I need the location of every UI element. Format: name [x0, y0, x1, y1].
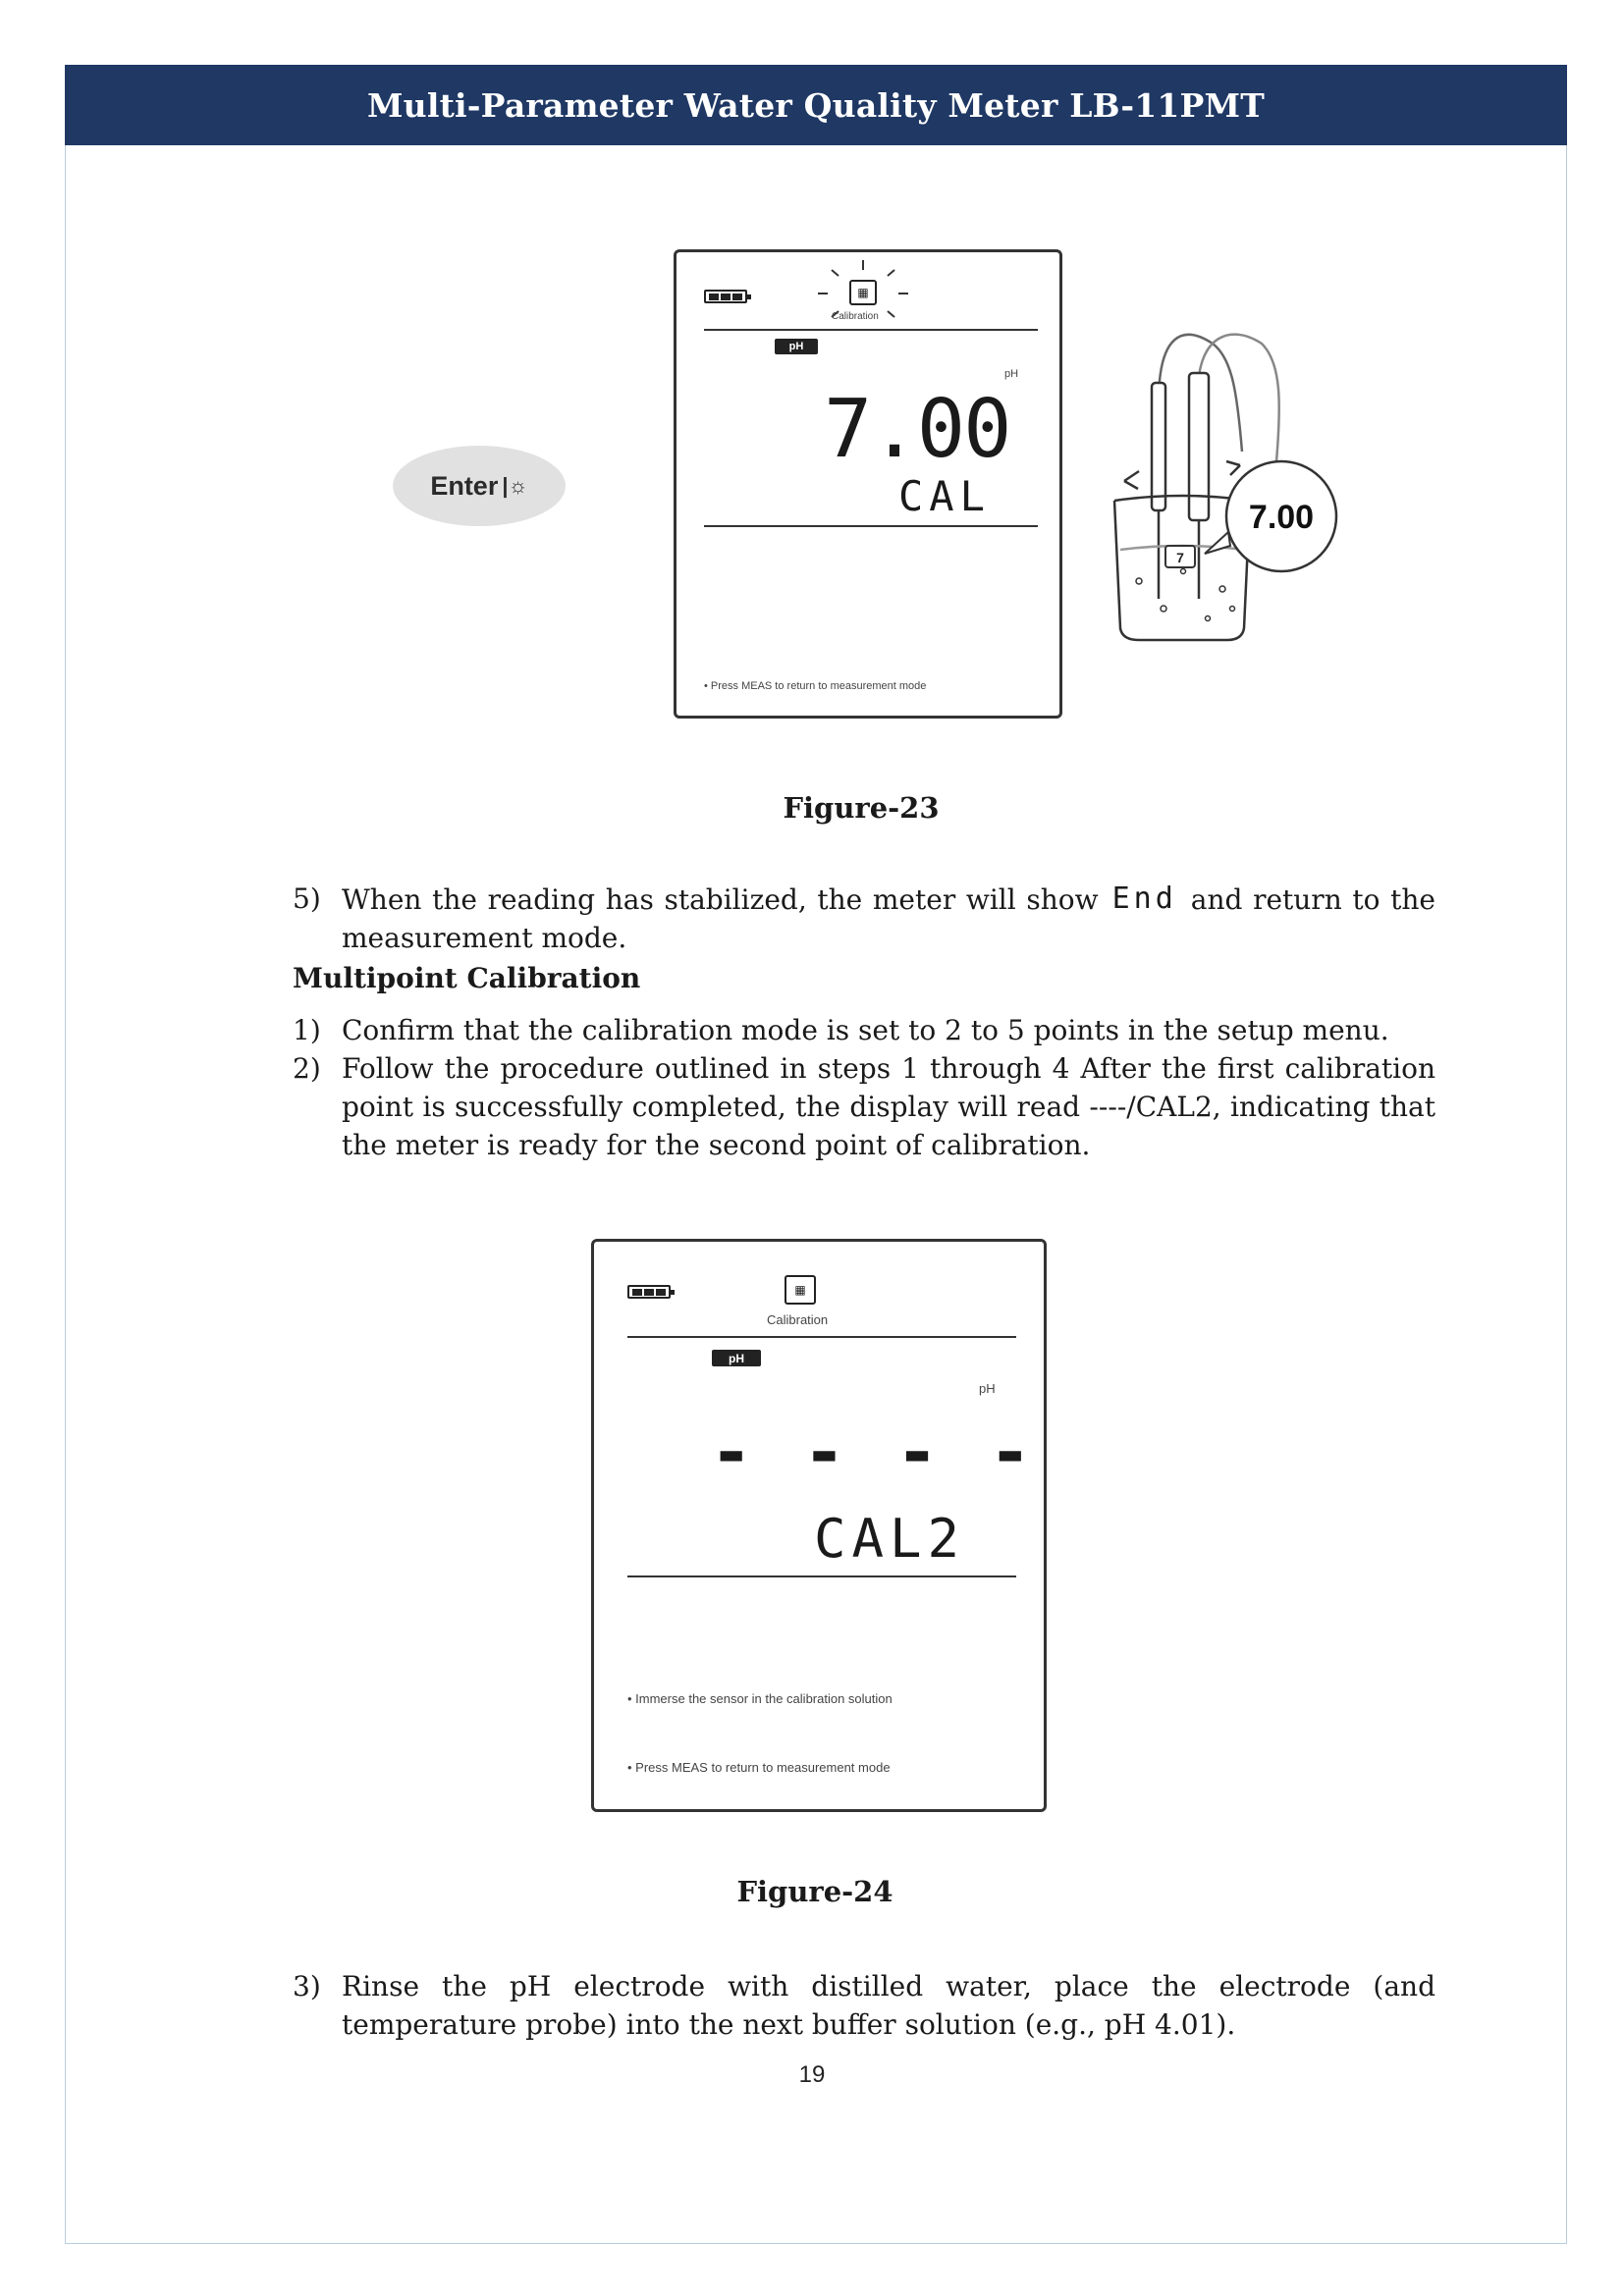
battery-icon	[627, 1285, 671, 1299]
step-5-text-after: and return to the measurement mode.	[342, 883, 1435, 954]
bulb-icon: |☼	[502, 473, 528, 498]
status-value: CAL	[898, 472, 991, 520]
step-5-text-before: When the reading has stabilized, the meter will show	[342, 883, 1099, 916]
reading-value: 7.00	[824, 383, 1010, 476]
header-title: Multi-Parameter Water Quality Meter LB-11PMT	[366, 85, 1266, 125]
figure-24-caption: Figure-24	[736, 1875, 893, 1908]
unit-label: pH	[1004, 368, 1019, 380]
multipoint-step-2: 2) Follow the procedure outlined in steps 1 through 4 After the first calibration point is successfully completed, the display will read ----/CAL2, indicating that the meter is ready for the second point of calibration.	[293, 1052, 1435, 1161]
top-divider	[704, 329, 1038, 331]
bubble-value: 7.00	[1248, 499, 1315, 536]
step-3-text: Rinse the pH electrode with distilled water, place the electrode (and temperature probe) into the next buffer solution (e.g., pH 4.01).	[342, 1970, 1435, 2041]
probe-in-beaker-illustration	[1095, 314, 1350, 648]
multipoint-heading: Multipoint Calibration	[293, 962, 641, 994]
end-display-glyph: End	[1111, 881, 1177, 916]
beaker-label: 7	[1176, 550, 1184, 565]
mode-tag: pH	[712, 1350, 761, 1366]
enter-button	[393, 446, 566, 526]
calibration-icon: ▦	[849, 280, 877, 305]
calibration-icon: ▦	[785, 1275, 816, 1305]
display-note-meas: • Press MEAS to return to measurement mode	[627, 1760, 891, 1775]
page-number: 19	[798, 2061, 826, 2088]
step-3-number: 3)	[293, 1970, 321, 2002]
display-note: • Press MEAS to return to measurement mode	[704, 680, 927, 692]
calibration-label: Calibration	[767, 1312, 829, 1327]
step-3	[293, 1967, 1435, 2044]
reading-value: - - - -	[710, 1411, 1036, 1493]
top-divider	[627, 1336, 1016, 1338]
calibration-label: Calibration	[832, 311, 879, 322]
enter-button-label: Enter	[430, 470, 499, 501]
display-note-immerse: • Immerse the sensor in the calibration solution	[627, 1691, 893, 1706]
battery-icon	[704, 290, 747, 303]
unit-label: pH	[979, 1381, 996, 1396]
multipoint-steps	[293, 1011, 1435, 1164]
multipoint-step-1: 1) Confirm that the calibration mode is set to 2 to 5 points in the setup menu.	[293, 1014, 1389, 1046]
step-5-number: 5)	[293, 882, 321, 915]
bottom-divider	[704, 525, 1038, 527]
status-value: CAL2	[814, 1508, 966, 1570]
lcd-display-figure-24	[591, 1239, 1047, 1812]
lcd-display-figure-23	[674, 249, 1062, 719]
page-header	[65, 65, 1567, 145]
figure-23-caption: Figure-23	[783, 791, 940, 825]
step-5	[293, 880, 1435, 957]
bottom-divider	[627, 1575, 1016, 1577]
mode-tag: pH	[775, 339, 818, 354]
